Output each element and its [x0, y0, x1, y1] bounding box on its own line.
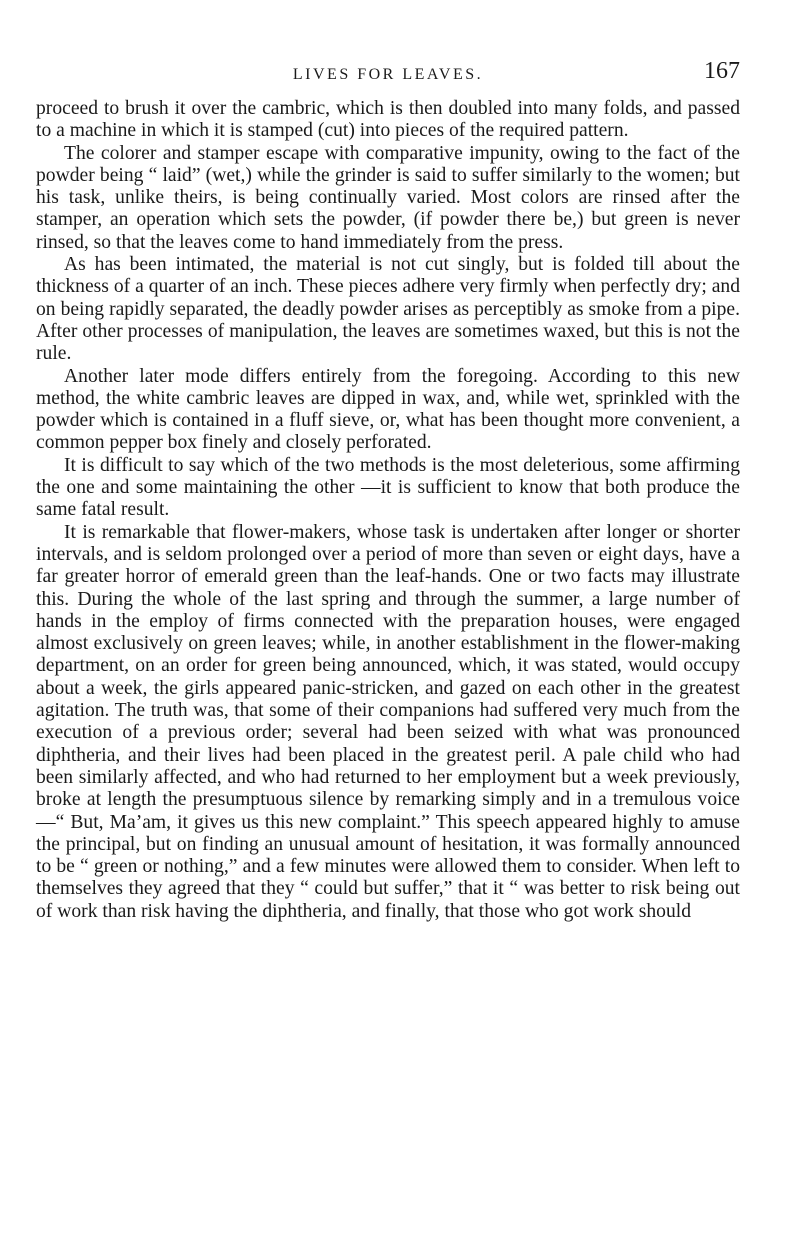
body-text: [36, 98, 740, 923]
paragraph: Another later mode differs entirely from the foregoing. According to this new method, the white cambric leaves are dipped in wax, and, while wet, sprinkled with the powder which is contained in a fluff sieve, or, what has been thought more convenient, a common pepper box finely and closely perforated.: [36, 365, 740, 454]
paragraph: As has been intimated, the material is not cut singly, but is folded till about the thickness of a quarter of an inch. These pieces adhere very firmly when perfectly dry; and on being rapidly separated, the deadly powder arises as perceptibly as smoke from a pipe. After other processes of manipulation, the leaves are sometimes waxed, but this is not the rule.: [36, 254, 740, 365]
paragraph: The colorer and stamper escape with comparative impunity, owing to the fact of the powder being “ laid” (wet,) while the grinder is said to suffer similarly to the women; but his task, unlike theirs, is being continually varied. Most colors are rinsed after the stamper, an operation which sets the powder, (if powder there be,) but green is never rinsed, so that the leaves come to hand immediately from the press.: [36, 142, 740, 253]
paragraph: It is difficult to say which of the two methods is the most deleterious, some affirming the one and some maintaining the other —it is sufficient to know that both produce the same fatal result.: [36, 454, 740, 521]
running-head: LIVES FOR LEAVES.: [292, 66, 484, 83]
paragraph: It is remarkable that flower-makers, whose task is undertaken after longer or shorter intervals, and is seldom prolonged over a period of more than seven or eight days, have a far greater horror of emerald green than the leaf-hands. One or two facts may illustrate this. During the whole of the last spring and through the summer, a large number of hands in the employ of firms connected with the preparation houses, were engaged almost exclusively on green leaves; while, in another establishment in the flower-making department, on an order for green being announced, which, it was stated, would occupy about a week, the girls appeared panic-stricken, and gazed on each other in the greatest agitation. The truth was, that some of their companions had suffered very much from the execution of a previous order; several had been seized with what was pronounced diphtheria, and their lives had been placed in the greatest peril. A pale child who had been similarly affected, and who had returned to her employment but a week previously, broke at length the presumptuous silence by remarking simply and in a tremulous voice—“ But, Ma’am, it gives us this new complaint.” This speech appeared highly to amuse the principal, but on finding an unusual amount of hesitation, it was formally announced to be “ green or nothing,” and a few minutes were allowed them to consider. When left to themselves they agreed that they “ could but suffer,” that it “ was better to risk being out of work than risk having the diphtheria, and finally, that those who got work should: [36, 521, 740, 922]
page-header: [36, 58, 740, 98]
page-number: 167: [704, 58, 740, 84]
book-page: [36, 58, 740, 923]
paragraph-continued: proceed to brush it over the cambric, which is then doubled into many folds, and passed to a machine in which it is stamped (cut) into pieces of the required pattern.: [36, 98, 740, 142]
